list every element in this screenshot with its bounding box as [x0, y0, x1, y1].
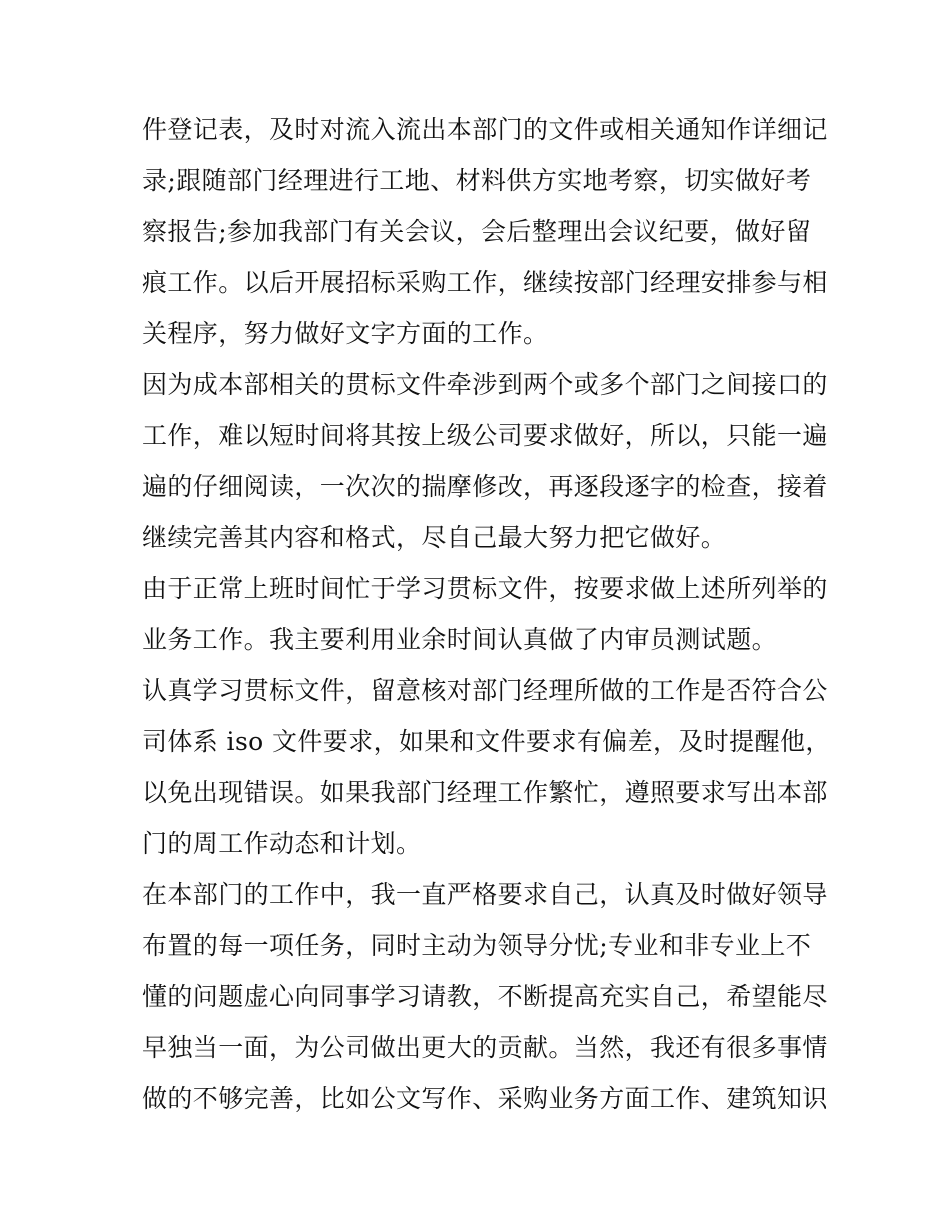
text-line: 懂的问题虚心向同事学习请教，不断提高充实自己，希望能尽: [142, 982, 828, 1011]
text-line: 以免出现错误。如果我部门经理工作繁忙，遵照要求写出本部: [142, 778, 828, 807]
text-line: 业务工作。我主要利用业余时间认真做了内审员测试题。: [142, 625, 778, 654]
text-line: 继续完善其内容和格式，尽自己最大努力把它做好。: [142, 523, 727, 552]
text-line: 察报告;参加我部门有关会议，会后整理出会议纪要，做好留: [142, 217, 812, 246]
document-body: [142, 104, 831, 1124]
text-line: 布置的每一项任务，同时主动为领导分忧;专业和非专业上不: [142, 931, 812, 960]
text-line: 认真学习贯标文件，留意核对部门经理所做的工作是否符合公: [142, 676, 828, 705]
text-line: 做的不够完善，比如公文写作、采购业务方面工作、建筑知识: [142, 1084, 828, 1113]
text-line: 工作，难以短时间将其按上级公司要求做好，所以，只能一遍: [142, 421, 828, 450]
text-line: 痕工作。以后开展招标采购工作，继续按部门经理安排参与相: [142, 268, 828, 297]
text-line: 在本部门的工作中，我一直严格要求自己，认真及时做好领导: [142, 880, 828, 909]
text-line: 录;跟随部门经理进行工地、材料供方实地考察，切实做好考: [142, 166, 812, 195]
text-line: 由于正常上班时间忙于学习贯标文件，按要求做上述所列举的: [142, 574, 828, 603]
text-line: 早独当一面，为公司做出更大的贡献。当然，我还有很多事情: [142, 1033, 828, 1062]
text-line: 件登记表，及时对流入流出本部门的文件或相关通知作详细记: [142, 115, 828, 144]
text-line: 门的周工作动态和计划。: [142, 829, 422, 858]
text-line: 因为成本部相关的贯标文件牵涉到两个或多个部门之间接口的: [142, 370, 828, 399]
text-line: 遍的仔细阅读，一次次的揣摩修改，再逐段逐字的检查，接着: [142, 472, 828, 501]
text-line: 关程序，努力做好文字方面的工作。: [142, 319, 549, 348]
text-line: 司体系 iso 文件要求，如果和文件要求有偏差，及时提醒他，: [142, 727, 831, 756]
